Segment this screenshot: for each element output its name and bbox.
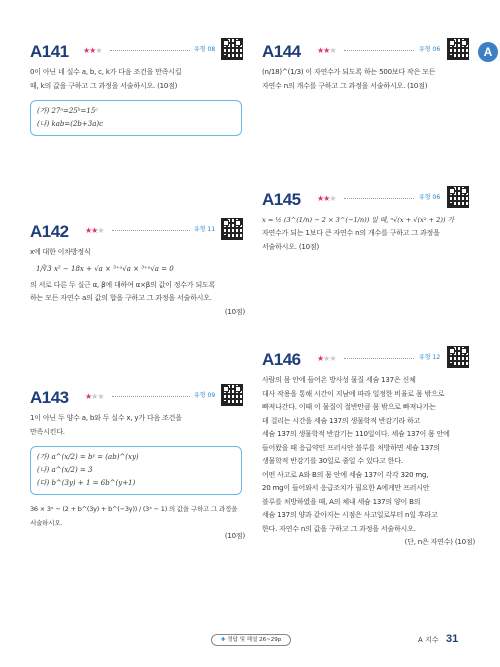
problem-score: (단, n은 자연수) (10점)	[404, 538, 475, 546]
page-number: 31	[446, 633, 459, 645]
problem-score: (10점)	[224, 307, 245, 316]
qr-code-icon[interactable]	[447, 38, 469, 60]
divider	[344, 198, 414, 199]
problem-text: 0이 아닌 네 실수 a, b, c, k가 다음 조건을 만족시킬 때, k의 값을 구하고 그 과정을 서술하시오. (10점)	[30, 68, 182, 90]
problem-a146	[262, 350, 475, 550]
problem-header	[262, 190, 475, 212]
answer-reference-pill[interactable]	[211, 634, 291, 646]
section-badge: A	[478, 42, 498, 62]
conditions-box: (가) a^(x/2) = bʸ = (ab)^(xy) (나) a^(x/2) = 3 (다) b^(3y) + 1 = 6b^(y+1)	[30, 446, 242, 495]
problem-score: (10점)	[224, 532, 245, 540]
problem-equation: x = ½ (3^(1/n) − 2 × 3^(−1/n)) 일 때, ⁿ√(x + √(x² + 2)) 가	[262, 216, 454, 224]
problem-number: A141	[30, 42, 69, 61]
section-label: A 지수	[418, 636, 439, 644]
type-label: 유형 12	[419, 354, 441, 361]
difficulty-stars: ★★★	[317, 194, 336, 203]
problem-a142	[30, 222, 245, 319]
qr-code-icon[interactable]	[221, 218, 243, 240]
type-label: 유형 06	[419, 194, 441, 201]
problem-expression: 36 × 3ˣ − (2 + b^(3y) + b^(−3y)) / (3ˣ − 1) 의 값을 구하고 그 과정을 서술하시오.	[30, 505, 238, 527]
difficulty-stars: ★★★	[317, 354, 336, 363]
problem-header	[262, 350, 475, 372]
problem-a144	[262, 42, 475, 93]
plus-icon: ✚	[220, 637, 226, 643]
problem-text: 자연수가 되는 1보다 큰 자연수 n의 개수를 구하고 그 과정을 서술하시오. (10점)	[262, 229, 440, 251]
difficulty-stars: ★★★	[85, 392, 104, 401]
problem-text: 의 서로 다른 두 실근 α, β에 대하여 α×β의 값이 정수가 되도록 하는 모든 자연수 a의 값의 합을 구하고 그 과정을 서술하시오.	[30, 280, 216, 302]
problem-number: A142	[30, 222, 69, 241]
problem-text: 사람의 몸 안에 들어온 방사성 물질 세슘 137은 신체 대사 작용을 통해 시간이 지남에 따라 일정한 비율로 몸 밖으로 빠져나간다. 이때 이 물질이 절반만큼 몸 밖으로 빠져나가는 데 걸리는 시간을 세슘 137의 생물학적 반감기라 하고 세슘 137의 생물학적 반감기는 110일이다. 세슘 137이 몸 안에 들어왔을 때 응급약인 프러시안 블루를 처방하면 세슘 137의 생물학적 반감기를 30일로 줄일 수 있다고 한다. 어떤 사고로 A와 B의 몸 안에 세슘 137이 각각 320 mg, 20 mg이 들어와서 응급조치가 필요한 A에게만 프러시안 블루를 처방하였을 때, A의 체내 세슘 137의 양이 B의 세슘 137의 양과 같아지는 시점은 사고일로부터 n일 후라고 한다. 자연수 n의 값을 구하고 그 과정을 서술하시오.	[262, 376, 450, 533]
problem-intro: x에 대한 이차방정식	[30, 248, 91, 256]
problem-number: A143	[30, 388, 69, 407]
problem-header	[262, 42, 475, 64]
qr-code-icon[interactable]	[221, 384, 243, 406]
divider	[110, 50, 190, 51]
problem-text: 1이 아닌 두 양수 a, b와 두 실수 x, y가 다음 조건을 만족시킨다.	[30, 414, 182, 436]
problem-text: (n/18)^(1/3) 이 자연수가 되도록 하는 500보다 작은 모든 자연수 n의 개수를 구하고 그 과정을 서술하시오. (10점)	[262, 68, 436, 90]
problem-header	[30, 222, 245, 244]
difficulty-stars: ★★★	[317, 46, 336, 55]
type-label: 유형 08	[194, 46, 216, 53]
divider	[344, 50, 414, 51]
divider	[344, 358, 414, 359]
problem-a143	[30, 388, 245, 544]
type-label: 유형 11	[194, 226, 216, 233]
divider	[112, 396, 190, 397]
problem-number: A146	[262, 350, 301, 369]
type-label: 유형 06	[419, 46, 441, 53]
problem-number: A145	[262, 190, 301, 209]
problem-a141	[30, 42, 245, 136]
difficulty-stars: ★★★	[83, 46, 102, 55]
answer-reference-label: 정답 및 해설 26~29p	[227, 637, 282, 643]
problem-equation: 1/∛3 x² − 18x + √a × ³⁺ᵃ√a × ³⁺ᵃ√a = 0	[36, 264, 174, 273]
difficulty-stars: ★★★	[85, 226, 104, 235]
problem-header	[30, 388, 245, 410]
type-label: 유형 09	[194, 392, 216, 399]
conditions-box: (가) 27ᵃ=25ᵇ=15ᶜ (나) kab=(2b+3a)c	[30, 100, 242, 136]
qr-code-icon[interactable]	[447, 186, 469, 208]
qr-code-icon[interactable]	[447, 346, 469, 368]
problem-a145	[262, 190, 475, 254]
problem-header	[30, 42, 245, 64]
problem-number: A144	[262, 42, 301, 61]
divider	[112, 230, 190, 231]
qr-code-icon[interactable]	[221, 38, 243, 60]
